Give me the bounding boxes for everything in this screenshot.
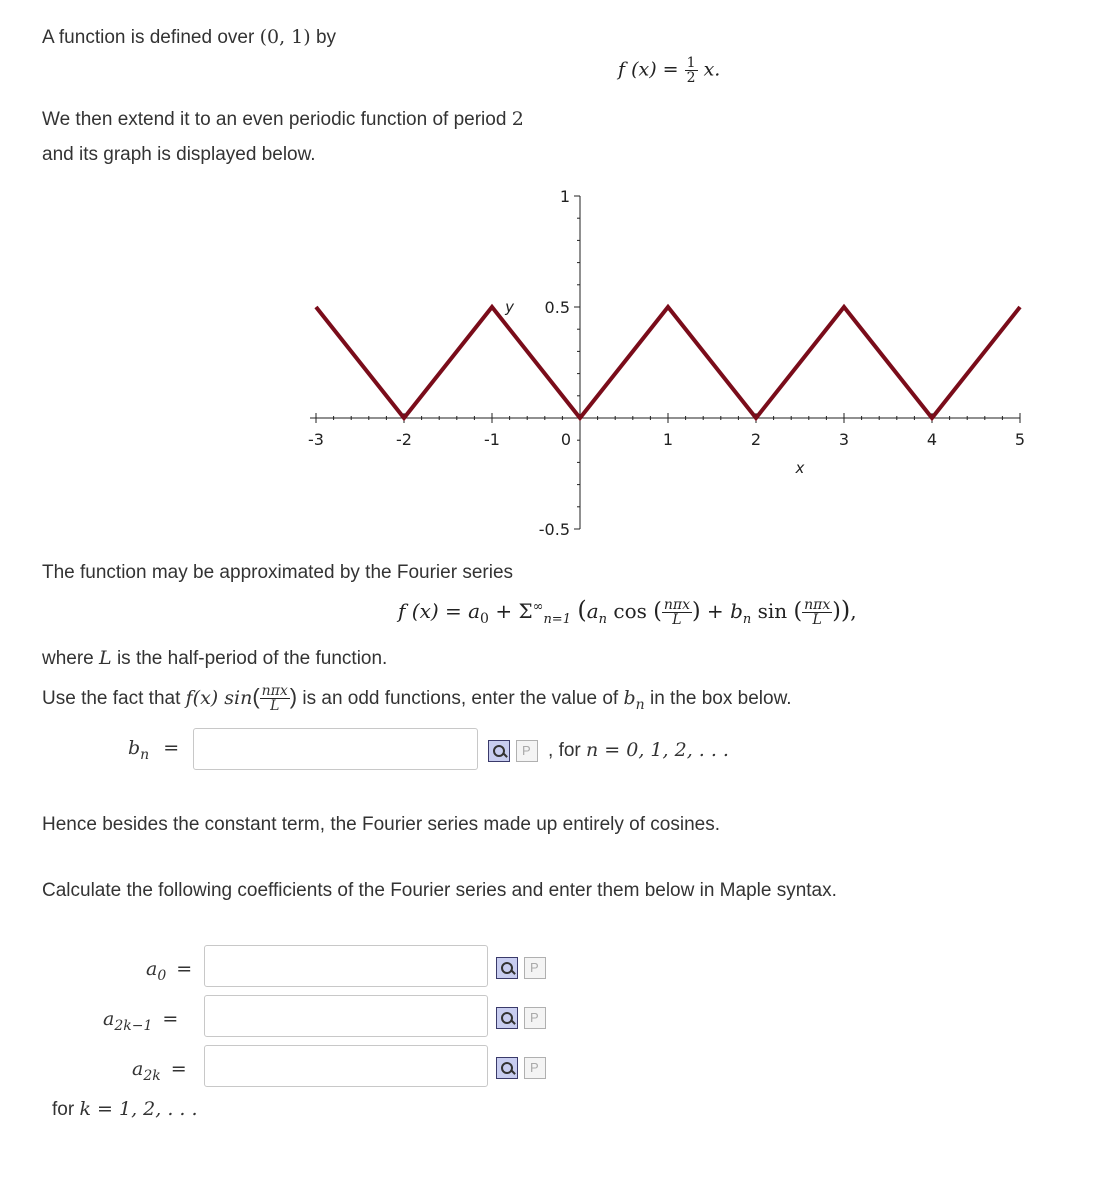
x-tick-label: -2 bbox=[396, 430, 412, 449]
x-tick-label: -1 bbox=[484, 430, 500, 449]
preview-icon[interactable] bbox=[496, 1007, 518, 1029]
cosines-text: Hence besides the constant term, the Fourier series made up entirely of cosines. bbox=[42, 814, 721, 835]
function-definition: f (x) = $\frac{1}{2}$ x. bbox=[618, 55, 721, 86]
x-axis-label: x bbox=[795, 459, 805, 477]
fourier-series-formula: f $(x) = a_0 + \Sigma^\infty_{n=1}$ ($a_n$ cos ( $\frac{\text{nπx}}{L}$ ) + $b_n$ sin ( $\frac{\text{nπx}}{L}$ )), bbox=[398, 596, 857, 628]
odd-function-line: Use the fact that f(x) sin( $\frac{\text{nπx}}{L}$ ) is an odd functions, enter the value of $b_n$ in the box below. bbox=[42, 683, 792, 715]
bn-label: $b_n$ = bbox=[128, 737, 180, 763]
a2k-1-label: $a_{2k-1}$ = bbox=[103, 1008, 179, 1034]
calculate-text: Calculate the following coefficients of the Fourier series and enter them below in Maple syntax. bbox=[42, 880, 837, 901]
preview-icon[interactable] bbox=[488, 740, 510, 762]
x-tick-label: 1 bbox=[662, 430, 674, 449]
extend-line-2: and its graph is displayed below. bbox=[42, 144, 316, 165]
function-graph bbox=[0, 0, 1104, 560]
paste-icon[interactable] bbox=[524, 1007, 546, 1029]
paste-icon[interactable] bbox=[516, 740, 538, 762]
extend-line-1: We then extend it to an even periodic function of period 2 bbox=[42, 108, 524, 130]
preview-icon[interactable] bbox=[496, 1057, 518, 1079]
where-line: where L is the half-period of the function. bbox=[42, 647, 388, 669]
y-tick-label: 1 bbox=[559, 187, 570, 206]
x-tick-label: 4 bbox=[926, 430, 938, 449]
x-tick-label: 3 bbox=[838, 430, 850, 449]
x-tick-label: 5 bbox=[1014, 430, 1026, 449]
series-line bbox=[316, 307, 1020, 418]
x-tick-label: 0 bbox=[560, 430, 572, 449]
y-tick-label: 0.5 bbox=[544, 298, 570, 317]
x-tick-label: -3 bbox=[308, 430, 324, 449]
paste-icon[interactable] bbox=[524, 1057, 546, 1079]
intro-line-1: A function is defined over (0, 1) by bbox=[42, 26, 337, 48]
for-k-line: for k = 1, 2, . . . bbox=[52, 1098, 198, 1120]
a0-input[interactable] bbox=[204, 945, 488, 987]
y-tick-label: -0.5 bbox=[538, 520, 570, 539]
bn-input[interactable] bbox=[193, 728, 478, 770]
y-axis-label: y bbox=[505, 298, 515, 316]
a0-label: $a_0$ = bbox=[146, 958, 193, 984]
fourier-intro: The function may be approximated by the Fourier series bbox=[42, 562, 514, 583]
a2k-label: $a_{2k}$ = bbox=[132, 1058, 187, 1084]
x-tick-label: 2 bbox=[750, 430, 762, 449]
paste-icon[interactable] bbox=[524, 957, 546, 979]
bn-range: , for n = 0, 1, 2, . . . bbox=[548, 739, 729, 761]
a2k-input[interactable] bbox=[204, 1045, 488, 1087]
preview-icon[interactable] bbox=[496, 957, 518, 979]
a2k-1-input[interactable] bbox=[204, 995, 488, 1037]
